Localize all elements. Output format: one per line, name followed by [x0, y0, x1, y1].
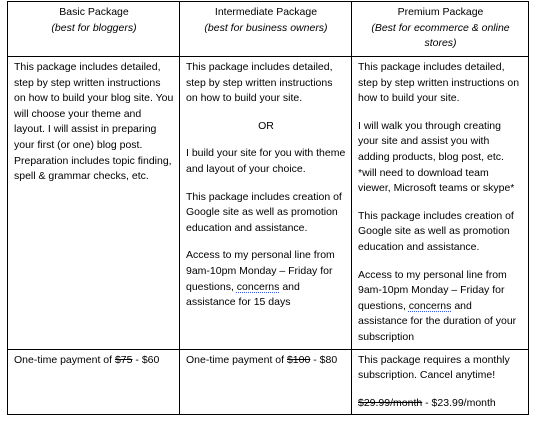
premium-price-line — [358, 396, 523, 412]
basic-new-price: - $60 — [132, 353, 160, 366]
premium-paragraph-1: This package includes detailed, step by step written instructions on how to build your site. — [358, 61, 520, 105]
intermediate-header — [180, 2, 352, 57]
premium-access-tail: and assistance for the duration of your subscription — [358, 299, 517, 343]
intermediate-title: Intermediate Package — [214, 6, 318, 18]
intermediate-or: OR — [258, 119, 274, 132]
intermediate-access-tail: and assistance for 15 days — [186, 280, 300, 309]
premium-title: Premium Package — [397, 6, 484, 18]
basic-title: Basic Package — [59, 6, 129, 18]
premium-new-price: - $23.99/month — [422, 396, 496, 409]
basic-price-prefix: One-time payment of — [14, 353, 115, 366]
basic-description: This package includes detailed, step by step written instructions on how to build your blog site. You will choose your theme and layout. I will assist in preparing your first (or one) blog post. Preparation includes topic finding, spell & grammar checks, etc. — [14, 61, 174, 183]
premium-price-cell — [352, 349, 529, 415]
basic-old-price: $75 — [114, 353, 133, 366]
spellcheck-word: concerns — [408, 299, 452, 312]
package-comparison-table — [7, 1, 529, 415]
premium-paragraph-3: This package includes creation of Google site as well as promotion education and assistance. — [358, 209, 514, 253]
intermediate-new-price: - $80 — [310, 353, 338, 366]
intermediate-paragraph-1: This package includes detailed, step by step written instructions on how to build your site. — [186, 61, 333, 105]
intermediate-paragraph-3: This package includes creation of Google site as well as promotion education and assistance. — [186, 190, 342, 234]
intermediate-paragraph-2: I build your site for you with theme and layout of your choice. — [186, 147, 346, 175]
intermediate-price-cell — [180, 349, 352, 415]
basic-subtitle: (best for bloggers) — [51, 21, 137, 34]
intermediate-paragraph-4 — [186, 248, 346, 310]
premium-subscription-note: This package requires a monthly subscription. Cancel anytime! — [358, 353, 510, 382]
intermediate-old-price: $100 — [286, 353, 311, 366]
premium-paragraph-4 — [358, 268, 523, 346]
premium-paragraph-2: I will walk you through creating your site and assist you with adding products, blog post, etc. *will need to download team viewer, Microsoft teams or skype* — [358, 119, 515, 195]
premium-description-cell — [352, 57, 529, 350]
premium-old-price: $29.99/month — [358, 396, 423, 409]
intermediate-price-prefix: One-time payment of — [186, 353, 287, 366]
basic-description-cell — [8, 57, 180, 350]
spellcheck-word: concerns — [236, 280, 280, 293]
premium-access-text: Access to my personal line from 9am-10pm Monday – Friday for questions, — [358, 268, 507, 312]
intermediate-description-cell — [180, 57, 352, 350]
premium-header — [352, 2, 529, 57]
description-row — [8, 57, 529, 350]
premium-subtitle: (Best for ecommerce & online stores) — [371, 21, 510, 50]
intermediate-subtitle: (best for business owners) — [204, 21, 328, 34]
price-row — [8, 349, 529, 415]
intermediate-access-text: Access to my personal line from 9am-10pm Monday – Friday for questions, — [186, 249, 335, 293]
basic-header — [8, 2, 180, 57]
header-row — [8, 2, 529, 57]
basic-price-cell — [8, 349, 180, 415]
